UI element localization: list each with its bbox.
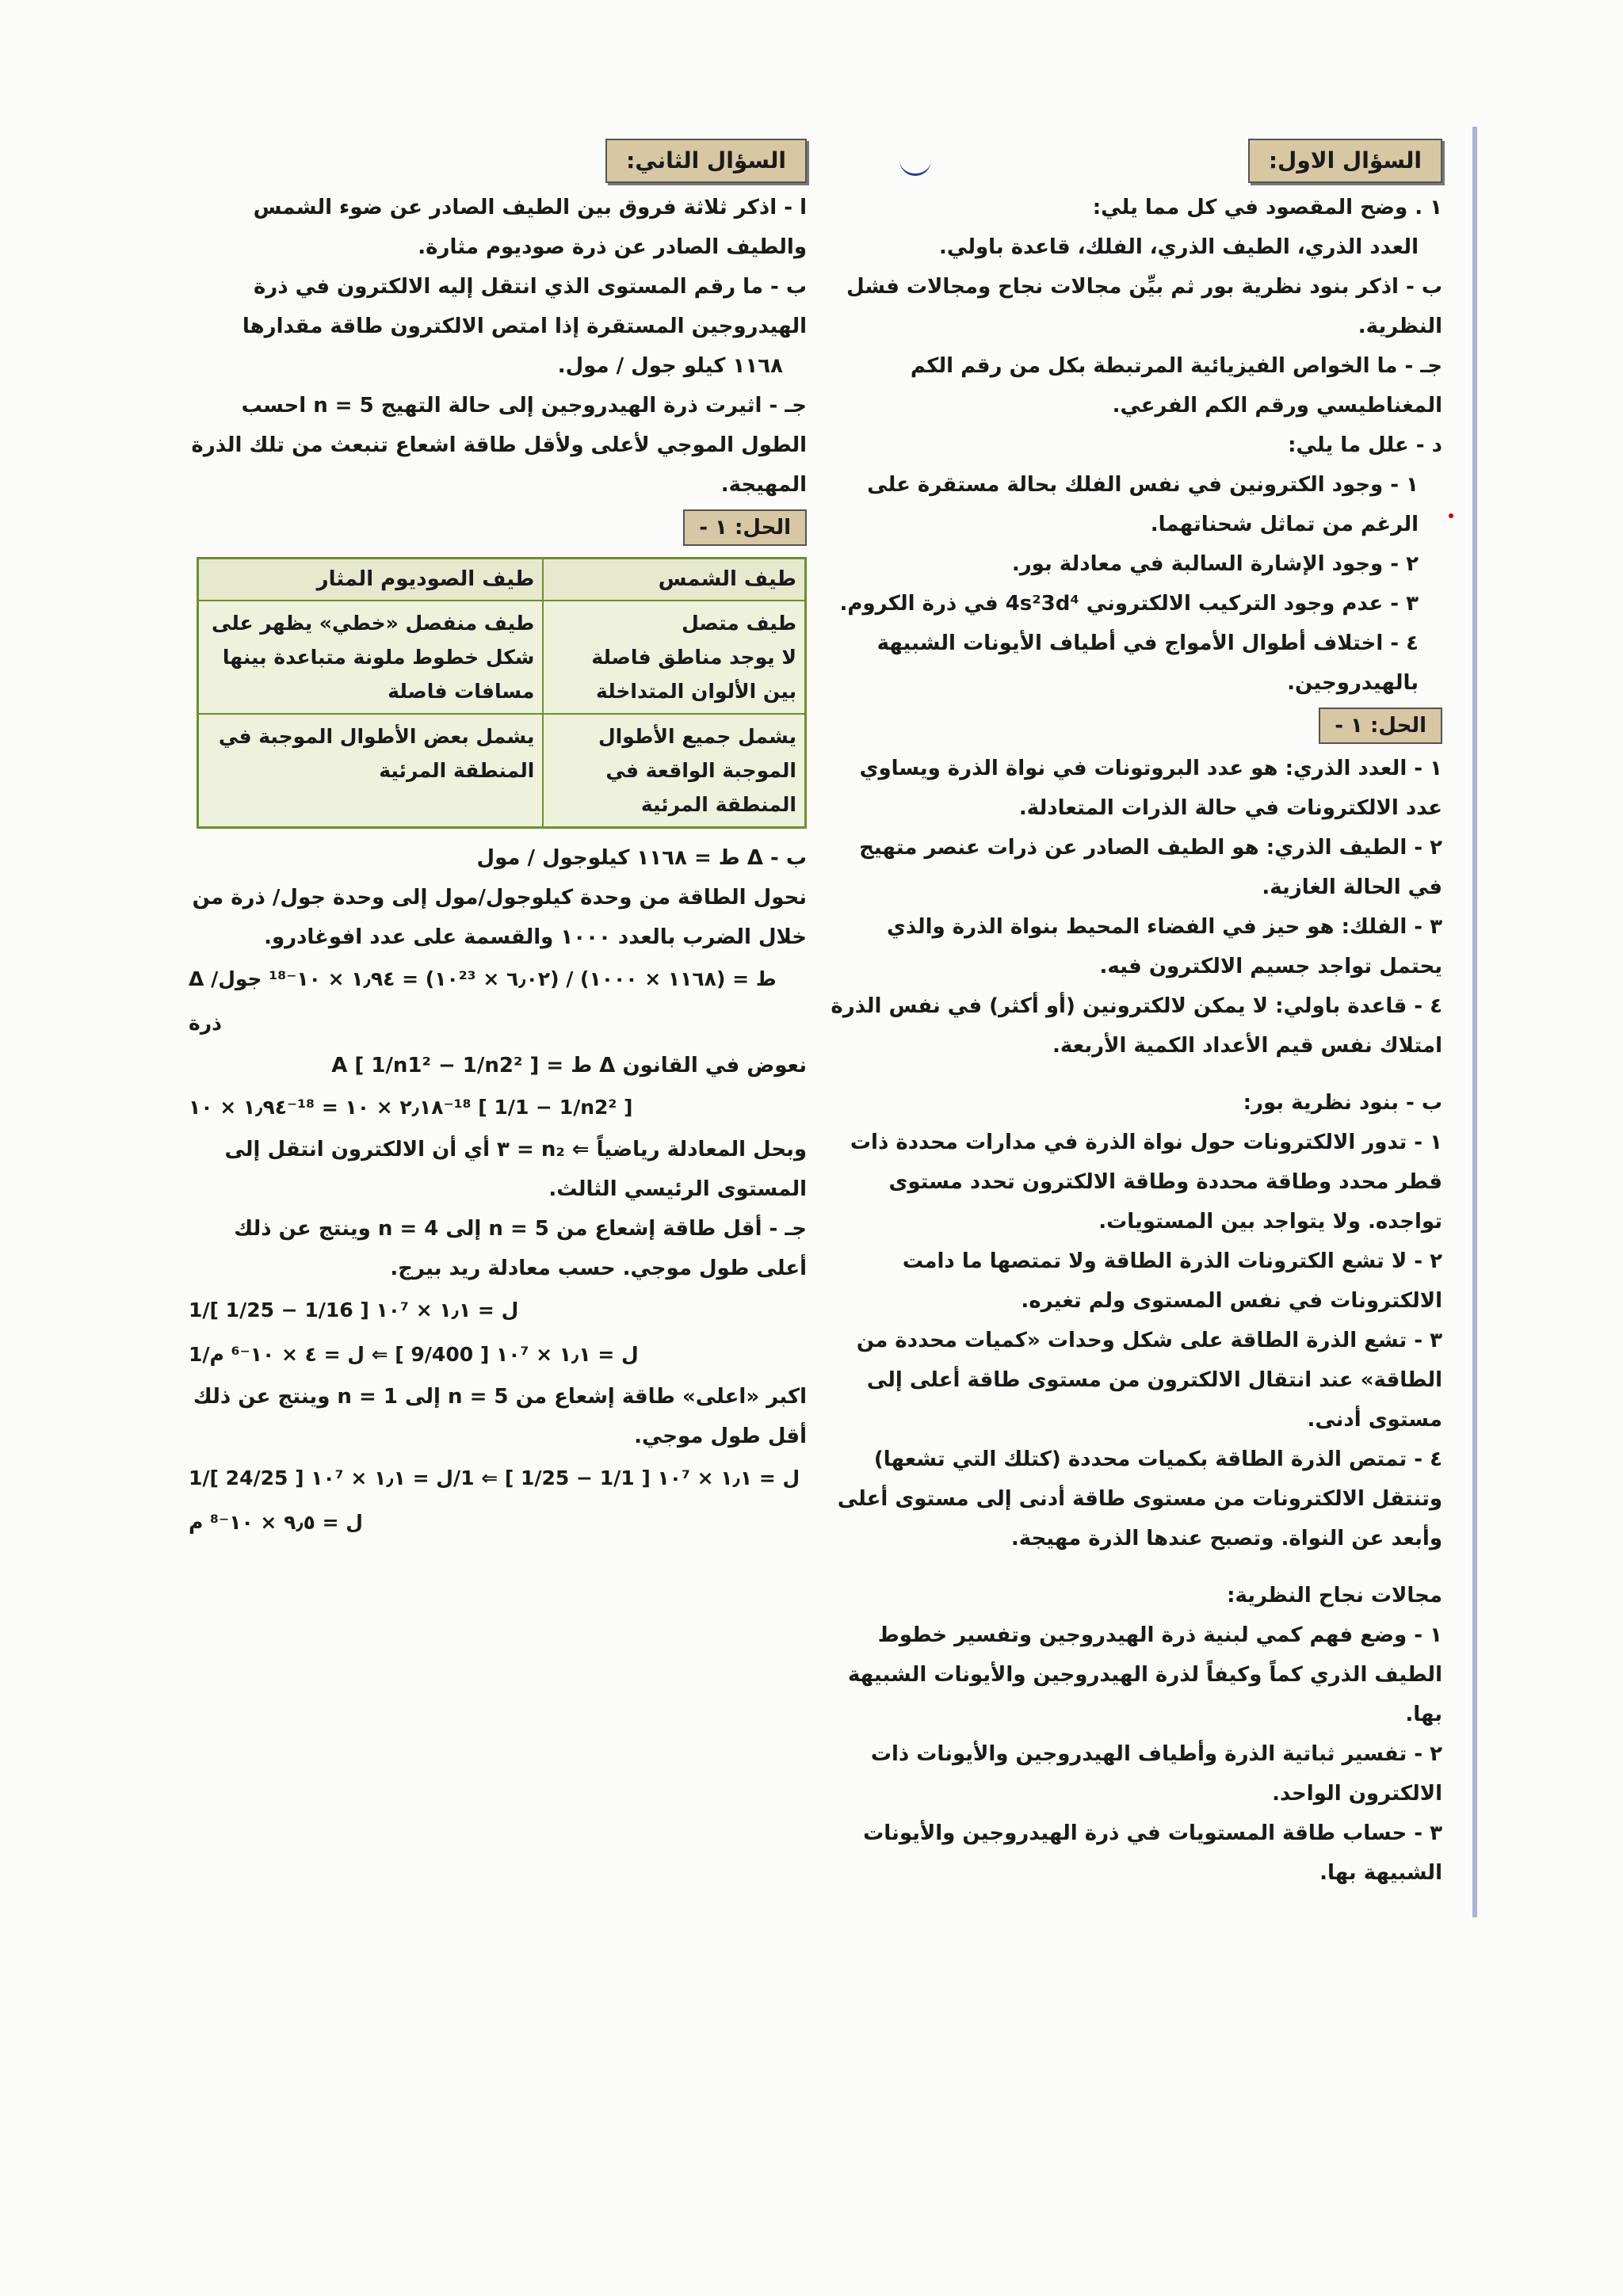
right-column	[824, 139, 1442, 1893]
q1-item-1: ١ . وضح المقصود في كل مما يلي:	[1092, 196, 1442, 219]
question-2-heading: السؤال الثاني:	[605, 139, 807, 183]
q1-d-2: ٢ - وجود الإشارة السالبة في معادلة بور.	[1011, 552, 1419, 576]
equation-result: ل = ٩٫٥ × ١٠⁻⁸ م	[189, 1511, 363, 1534]
left-column	[189, 139, 807, 1545]
equation-rydberg-3: 1/ل = ١٫١ × ١٠⁷ [ 1/1 − 1/25 ] ⇐ 1/ل = ١٫١ × ١٠⁷ [ 24/25 ]	[189, 1466, 800, 1489]
equation-rydberg-1: 1/ل = ١٫١ × ١٠⁷ [ 1/16 − 1/25 ]	[189, 1299, 519, 1322]
q1-d-1: ١ - وجود الكترونين في نفس الفلك بحالة مستقرة على الرغم من تماثل شحناتهما.	[867, 473, 1419, 536]
q1-d-4: ٤ - اختلاف أطوال الأمواج في أطياف الأيونات الشبيهة بالهيدروجين.	[876, 631, 1419, 695]
table-header-row	[198, 559, 806, 601]
q2-item-c: جـ - اثيرت ذرة الهيدروجين إلى حالة التهيج n = 5 احسب الطول الموجي لأعلى ولأقل طاقة اشعاع تنبعث من تلك الذرة المهيجة.	[191, 394, 807, 497]
sol2-c1-text: جـ - أقل طاقة إشعاع من n = 5 إلى n = 4 وينتج عن ذلك أعلى طول موجي. حسب معادلة ريد بيرج.	[234, 1217, 807, 1280]
equation-bohr-substitution: ١٫٩٤ × ١٠⁻¹⁸ = ٢٫١٨ × ١٠⁻¹⁸ [ 1/1 − 1/n2² ]	[189, 1096, 633, 1119]
sol2-solve-text: وبحل المعادلة رياضياً ⇐ n₂ = ٣ أي أن الالكترون انتقل إلى المستوى الرئيسي الثالث.	[224, 1138, 807, 1201]
sol2-c2-text: اكبر «اعلى» طاقة إشعاع من n = 5 إلى n = 1 وينتج عن ذلك أقل طول موجي.	[193, 1385, 807, 1448]
spacer	[824, 1066, 1442, 1083]
q2-item-b: ب - ما رقم المستوى الذي انتقل إليه الالكترون في ذرة الهيدروجين المستقرة إذا امتص الالكترون طاقة مقدارها	[242, 275, 807, 338]
table-cell: طيف منفصل «خطي» يظهر على شكل خطوط ملونة متباعدة بينها مسافات فاصلة	[198, 601, 544, 714]
table-row	[198, 714, 806, 828]
question-1-heading: السؤال الاول:	[1248, 139, 1442, 183]
table-header: طيف الشمس	[543, 559, 805, 601]
equation-energy-per-atom: Δ ط = (١١٦٨ × ١٠٠٠) / (٦٫٠٢ × ١٠²³) = ١٫٩٤ × ١٠⁻¹⁸ جول/ذرة	[189, 967, 777, 1035]
red-dot-mark	[1449, 513, 1453, 518]
bohr-items-title: ب - بنود نظرية بور:	[1243, 1091, 1442, 1115]
q2-item-a: ا - اذكر ثلاثة فروق بين الطيف الصادر عن ضوء الشمس والطيف الصادر عن ذرة صوديوم مثارة.	[253, 196, 807, 259]
solution-1-label: الحل: ١ -	[1319, 707, 1442, 744]
q1-item-c: جـ - ما الخواص الفيزيائية المرتبطة بكل من رقم الكم المغناطيسي ورقم الكم الفرعي.	[910, 354, 1442, 418]
bohr-item-2: ٢ - لا تشع الكترونات الذرة الطاقة ولا تمتصها ما دامت الالكترونات في نفس المستوى ولم تغيره.	[902, 1249, 1442, 1313]
q1-d-3: ٣ - عدم وجود التركيب الالكتروني 4s²3d⁴ في ذرة الكروم.	[839, 592, 1419, 616]
bohr-item-1: ١ - تدور الالكترونات حول نواة الذرة في مدارات محددة ذات قطر محدد وطاقة محددة وطاقة الالكترون تحدد مستوى تواجده. ولا يتواجد بين المستويات.	[850, 1131, 1442, 1234]
success-item-3: ٣ - حساب طاقة المستويات في ذرة الهيدروجين والأيونات الشبيهة بها.	[863, 1821, 1442, 1885]
equation-substitute-label: نعوض في القانون Δ ط = A [ 1/n1² − 1/n2² ]	[331, 1054, 807, 1077]
q1-item-b: ب - اذكر بنود نظرية بور ثم بيِّن مجالات نجاح ومجالات فشل النظرية.	[846, 275, 1442, 338]
spacer	[824, 1558, 1442, 1576]
sol2-b-text: نحول الطاقة من وحدة كيلوجول/مول إلى وحدة جول/ ذرة من خلال الضرب بالعدد ١٠٠٠ والقسمة على عدد افوغادرو.	[192, 886, 807, 949]
sol1-s4: ٤ - قاعدة باولي: لا يمكن لالكترونين (أو أكثر) في نفس الذرة امتلاك نفس قيم الأعداد الكمية الأربعة.	[831, 994, 1442, 1058]
q1-terms: العدد الذري، الطيف الذري، الفلك، قاعدة باولي.	[939, 235, 1419, 259]
success-item-2: ٢ - تفسير ثباتية الذرة وأطياف الهيدروجين والأيونات ذات الالكترون الواحد.	[870, 1742, 1442, 1806]
q2-item-b-value: ١١٦٨ كيلو جول / مول.	[557, 354, 783, 378]
sol1-s1: ١ - العدد الذري: هو عدد البروتونات في نواة الذرة ويساوي عدد الالكترونات في حالة الذرات المتعادلة.	[859, 757, 1442, 820]
table-row	[198, 601, 806, 714]
bohr-item-4: ٤ - تمتص الذرة الطاقة بكميات محددة (كتلك التي تشعها) وتنتقل الالكترونات من مستوى طاقة أدنى إلى مستوى أعلى وأبعد عن النواة. وتصبح عندها الذرة مهيجة.	[837, 1447, 1442, 1550]
table-header: طيف الصوديوم المثار	[198, 559, 544, 601]
table-cell: يشمل جميع الأطوال الموجبة الواقعة في المنطقة المرئية	[543, 714, 805, 828]
spectrum-comparison-table	[197, 557, 807, 829]
sol1-s3: ٣ - الفلك: هو حيز في الفضاء المحيط بنواة الذرة والذي يحتمل تواجد جسيم الالكترون فيه.	[887, 915, 1442, 978]
bohr-item-3: ٣ - تشع الذرة الطاقة على شكل وحدات «كميات محددة من الطاقة» عند انتقال الالكترون من مستوى طاقة أعلى إلى مستوى أدنى.	[856, 1329, 1442, 1432]
page-edge-line	[1472, 127, 1477, 1917]
solution-2-label: الحل: ١ -	[683, 509, 807, 546]
success-item-1: ١ - وضع فهم كمي لبنية ذرة الهيدروجين وتفسير خطوط الطيف الذري كماً وكيفاً لذرة الهيدروجين والأيونات الشبيهة بها.	[847, 1623, 1442, 1726]
q1-item-d: د - علل ما يلي:	[1288, 433, 1442, 457]
sol2-b-line: ب - Δ ط = ١١٦٨ كيلوجول / مول	[476, 846, 807, 870]
table-cell: طيف متصل لا يوجد مناطق فاصلة بين الألوان المتداخلة	[543, 601, 805, 714]
equation-rydberg-2: 1/ل = ١٫١ × ١٠⁷ [ 9/400 ] ⇐ ل = ٤ × ١٠⁻⁶ م	[189, 1343, 639, 1366]
table-cell: يشمل بعض الأطوال الموجبة في المنطقة المرئية	[198, 714, 544, 828]
success-title: مجالات نجاح النظرية:	[1227, 1584, 1442, 1608]
sol1-s2: ٢ - الطيف الذري: هو الطيف الصادر عن ذرات عنصر متهيج في الحالة الغازية.	[859, 836, 1442, 899]
